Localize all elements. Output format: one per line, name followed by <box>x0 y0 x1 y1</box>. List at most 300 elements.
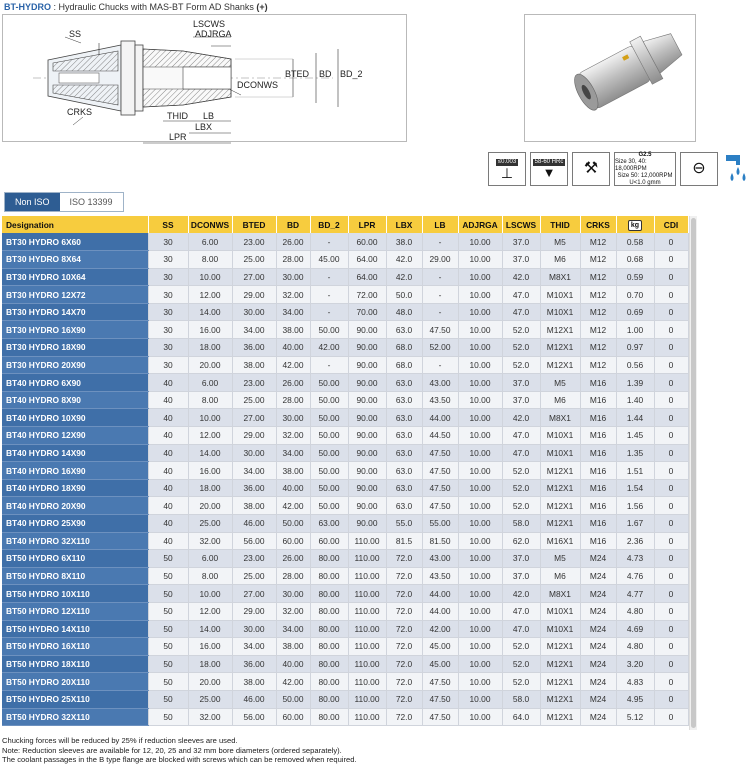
value-cell: 50 <box>148 708 188 726</box>
value-cell: 72.0 <box>386 638 422 656</box>
value-cell: M12 <box>580 321 616 339</box>
table-row[interactable] <box>2 585 688 603</box>
value-cell: 26.00 <box>276 374 310 392</box>
value-cell: 80.00 <box>310 550 348 568</box>
value-cell: 10.00 <box>458 427 502 445</box>
value-cell: 25.00 <box>188 515 232 533</box>
value-cell: 10.00 <box>458 391 502 409</box>
value-cell: 40 <box>148 391 188 409</box>
value-cell: 63.0 <box>386 444 422 462</box>
column-header[interactable]: LPR <box>348 216 386 233</box>
note-reduction-sleeves: Note: Reduction sleeves are available for 12, 20, 25 and 32 mm bore diameters (ordered separately). <box>2 745 342 755</box>
value-cell: 30 <box>148 251 188 269</box>
table-row[interactable] <box>2 409 688 427</box>
value-cell: 14.00 <box>188 303 232 321</box>
value-cell: 30 <box>148 321 188 339</box>
value-cell: 8.00 <box>188 567 232 585</box>
designation-cell[interactable]: BT40 HYDRO 8X90 <box>2 391 148 409</box>
value-cell: 50 <box>148 638 188 656</box>
column-header[interactable] <box>616 216 654 233</box>
value-cell: 10.00 <box>458 409 502 427</box>
value-cell: 63.0 <box>386 427 422 445</box>
designation-cell[interactable]: BT30 HYDRO 12X72 <box>2 286 148 304</box>
value-cell: M16 <box>580 497 616 515</box>
accuracy-icon: ≤0.003 ⊥ <box>488 152 526 186</box>
hardness-icon: 58-60 HRc ▼ <box>530 152 568 186</box>
value-cell: 44.00 <box>422 602 458 620</box>
value-cell: 110.00 <box>348 602 386 620</box>
table-row[interactable] <box>2 708 688 726</box>
label-dconws: DCONWS <box>237 80 278 90</box>
value-cell: 38.00 <box>276 321 310 339</box>
table-row[interactable] <box>2 673 688 691</box>
value-cell: 0 <box>654 251 688 269</box>
value-cell: 110.00 <box>348 532 386 550</box>
value-cell: 72.0 <box>386 690 422 708</box>
value-cell: M16 <box>580 515 616 533</box>
value-cell: M12X1 <box>540 356 580 374</box>
value-cell: 50.00 <box>310 462 348 480</box>
value-cell: 0 <box>654 708 688 726</box>
value-cell: 80.00 <box>310 655 348 673</box>
table-header-row <box>2 216 688 233</box>
designation-cell[interactable]: BT50 HYDRO 18X110 <box>2 655 148 673</box>
column-header[interactable]: CDI <box>654 216 688 233</box>
label-bd: BD <box>319 69 332 79</box>
value-cell: 55.00 <box>422 515 458 533</box>
label-bd2: BD_2 <box>340 69 363 79</box>
column-header[interactable]: LB <box>422 216 458 233</box>
value-cell: 1.40 <box>616 391 654 409</box>
value-cell: 50 <box>148 673 188 691</box>
designation-cell[interactable]: BT40 HYDRO 10X90 <box>2 409 148 427</box>
designation-cell[interactable]: BT30 HYDRO 20X90 <box>2 356 148 374</box>
value-cell: 90.00 <box>348 479 386 497</box>
value-cell: 42.0 <box>502 585 540 603</box>
value-cell: 40 <box>148 462 188 480</box>
table-row[interactable] <box>2 602 688 620</box>
value-cell: M12 <box>580 251 616 269</box>
value-cell: 45.00 <box>310 251 348 269</box>
value-cell: 0 <box>654 444 688 462</box>
label-crks: CRKS <box>67 107 93 117</box>
table-row[interactable] <box>2 339 688 357</box>
value-cell: M24 <box>580 620 616 638</box>
value-cell: 30.00 <box>232 303 276 321</box>
value-cell: 10.00 <box>458 251 502 269</box>
column-header[interactable]: BTED <box>232 216 276 233</box>
value-cell: M12X1 <box>540 515 580 533</box>
table-row[interactable] <box>2 427 688 445</box>
value-cell: 90.00 <box>348 515 386 533</box>
designation-cell[interactable]: BT40 HYDRO 32X110 <box>2 532 148 550</box>
value-cell: 52.0 <box>502 497 540 515</box>
value-cell: 47.50 <box>422 708 458 726</box>
value-cell: 20.00 <box>188 356 232 374</box>
value-cell: 47.0 <box>502 286 540 304</box>
value-cell: 36.00 <box>232 479 276 497</box>
value-cell: 56.00 <box>232 708 276 726</box>
column-header[interactable]: LBX <box>386 216 422 233</box>
value-cell: 50.00 <box>276 690 310 708</box>
designation-cell[interactable]: BT50 HYDRO 20X110 <box>2 673 148 691</box>
spec-table <box>2 216 689 726</box>
value-cell: 50.00 <box>276 515 310 533</box>
value-cell: 30.00 <box>276 409 310 427</box>
value-cell: 0 <box>654 690 688 708</box>
value-cell: 42.0 <box>502 268 540 286</box>
value-cell: 12.00 <box>188 286 232 304</box>
value-cell: 50.00 <box>310 497 348 515</box>
value-cell: 52.0 <box>502 638 540 656</box>
value-cell: 47.0 <box>502 427 540 445</box>
value-cell: 10.00 <box>458 233 502 251</box>
value-cell: 40.00 <box>276 479 310 497</box>
value-cell: 44.50 <box>422 427 458 445</box>
value-cell: 63.00 <box>310 515 348 533</box>
value-cell: 42.00 <box>422 620 458 638</box>
value-cell: 10.00 <box>458 690 502 708</box>
value-cell: 42.00 <box>276 497 310 515</box>
value-cell: 1.00 <box>616 321 654 339</box>
value-cell: - <box>422 233 458 251</box>
product-title: : Hydraulic Chucks with MAS-BT Form AD Shanks <box>51 2 254 12</box>
value-cell: 90.00 <box>348 356 386 374</box>
value-cell: 38.00 <box>276 638 310 656</box>
value-cell: 110.00 <box>348 567 386 585</box>
value-cell: 43.00 <box>422 374 458 392</box>
value-cell: 42.00 <box>310 339 348 357</box>
value-cell: 0 <box>654 233 688 251</box>
value-cell: 47.50 <box>422 462 458 480</box>
value-cell: 10.00 <box>458 602 502 620</box>
expand-toggle[interactable]: (+) <box>256 2 268 12</box>
value-cell: 14.00 <box>188 620 232 638</box>
designation-cell[interactable]: BT30 HYDRO 16X90 <box>2 321 148 339</box>
value-cell: M12 <box>580 286 616 304</box>
column-header[interactable]: DCONWS <box>188 216 232 233</box>
value-cell: 90.00 <box>348 374 386 392</box>
value-cell: 42.00 <box>276 356 310 374</box>
value-cell: 0.68 <box>616 251 654 269</box>
value-cell: 90.00 <box>348 427 386 445</box>
table-row[interactable] <box>2 479 688 497</box>
table-scrollbar[interactable] <box>689 216 697 730</box>
value-cell: 26.00 <box>276 233 310 251</box>
table-row[interactable] <box>2 444 688 462</box>
designation-cell[interactable]: BT30 HYDRO 8X64 <box>2 251 148 269</box>
value-cell: 32.00 <box>276 286 310 304</box>
value-cell: M16 <box>580 532 616 550</box>
tab-non-iso[interactable]: Non ISO <box>5 193 60 211</box>
table-row[interactable] <box>2 690 688 708</box>
designation-cell[interactable]: BT50 HYDRO 32X110 <box>2 708 148 726</box>
value-cell: 52.00 <box>422 339 458 357</box>
value-cell: 30 <box>148 286 188 304</box>
value-cell: 50 <box>148 567 188 585</box>
designation-cell[interactable]: BT30 HYDRO 18X90 <box>2 339 148 357</box>
value-cell: 4.77 <box>616 585 654 603</box>
label-lbx: LBX <box>195 122 213 132</box>
value-cell: M12 <box>580 233 616 251</box>
value-cell: 48.0 <box>386 303 422 321</box>
value-cell: 0 <box>654 515 688 533</box>
value-cell: 0.69 <box>616 303 654 321</box>
value-cell: 0.56 <box>616 356 654 374</box>
value-cell: 80.00 <box>310 708 348 726</box>
value-cell: 80.00 <box>310 567 348 585</box>
value-cell: 0 <box>654 532 688 550</box>
value-cell: M24 <box>580 602 616 620</box>
value-cell: 0.70 <box>616 286 654 304</box>
value-cell: 110.00 <box>348 673 386 691</box>
value-cell: 72.0 <box>386 673 422 691</box>
value-cell: 40 <box>148 497 188 515</box>
label-bted: BTED <box>285 69 310 79</box>
value-cell: 10.00 <box>458 268 502 286</box>
designation-cell[interactable]: BT40 HYDRO 16X90 <box>2 462 148 480</box>
value-cell: M24 <box>580 690 616 708</box>
value-cell: 40.00 <box>276 339 310 357</box>
table-row[interactable] <box>2 550 688 568</box>
column-header[interactable]: BD_2 <box>310 216 348 233</box>
column-header[interactable]: THID <box>540 216 580 233</box>
tab-iso-13399[interactable]: ISO 13399 <box>60 193 123 211</box>
table-row[interactable] <box>2 620 688 638</box>
designation-cell[interactable]: BT50 HYDRO 14X110 <box>2 620 148 638</box>
value-cell: 38.00 <box>276 462 310 480</box>
page-title <box>4 2 268 12</box>
value-cell: 47.0 <box>502 620 540 638</box>
value-cell: 10.00 <box>458 550 502 568</box>
value-cell: 40 <box>148 409 188 427</box>
value-cell: 52.0 <box>502 462 540 480</box>
value-cell: M5 <box>540 550 580 568</box>
value-cell: 37.0 <box>502 233 540 251</box>
column-header[interactable]: LSCWS <box>502 216 540 233</box>
value-cell: 50.00 <box>310 479 348 497</box>
value-cell: 4.95 <box>616 690 654 708</box>
value-cell: - <box>310 286 348 304</box>
value-cell: 8.00 <box>188 391 232 409</box>
value-cell: M24 <box>580 550 616 568</box>
value-cell: 90.00 <box>348 321 386 339</box>
value-cell: 23.00 <box>232 374 276 392</box>
value-cell: 68.0 <box>386 339 422 357</box>
value-cell: 60.00 <box>276 532 310 550</box>
value-cell: 2.36 <box>616 532 654 550</box>
value-cell: 10.00 <box>458 585 502 603</box>
value-cell: M10X1 <box>540 286 580 304</box>
value-cell: 34.00 <box>276 620 310 638</box>
designation-cell[interactable]: BT40 HYDRO 12X90 <box>2 427 148 445</box>
label-adjrga: ADJRGA <box>195 29 232 39</box>
value-cell: 0 <box>654 479 688 497</box>
table-row[interactable] <box>2 321 688 339</box>
value-cell: 10.00 <box>458 638 502 656</box>
value-cell: 4.69 <box>616 620 654 638</box>
coolant-icon <box>722 152 752 186</box>
value-cell: 47.50 <box>422 444 458 462</box>
value-cell: 28.00 <box>276 251 310 269</box>
designation-cell[interactable]: BT50 HYDRO 8X110 <box>2 567 148 585</box>
designation-cell[interactable]: BT40 HYDRO 6X90 <box>2 374 148 392</box>
value-cell: M16 <box>580 374 616 392</box>
value-cell: 0 <box>654 374 688 392</box>
designation-cell[interactable]: BT50 HYDRO 16X110 <box>2 638 148 656</box>
value-cell: M16 <box>580 462 616 480</box>
value-cell: 29.00 <box>422 251 458 269</box>
value-cell: 110.00 <box>348 620 386 638</box>
column-header[interactable]: SS <box>148 216 188 233</box>
table-row[interactable] <box>2 567 688 585</box>
value-cell: 50 <box>148 602 188 620</box>
value-cell: M8X1 <box>540 409 580 427</box>
value-cell: 50 <box>148 550 188 568</box>
value-cell: 63.0 <box>386 321 422 339</box>
value-cell: 80.00 <box>310 620 348 638</box>
table-row[interactable] <box>2 638 688 656</box>
value-cell: 30 <box>148 233 188 251</box>
value-cell: 10.00 <box>458 567 502 585</box>
value-cell: 34.00 <box>232 462 276 480</box>
value-cell: 10.00 <box>458 655 502 673</box>
column-header[interactable]: BD <box>276 216 310 233</box>
value-cell: M12X1 <box>540 708 580 726</box>
value-cell: 43.50 <box>422 567 458 585</box>
value-cell: 0 <box>654 497 688 515</box>
value-cell: M10X1 <box>540 620 580 638</box>
value-cell: 40 <box>148 374 188 392</box>
value-cell: 28.00 <box>276 567 310 585</box>
label-lb: LB <box>203 111 215 121</box>
value-cell: 34.00 <box>232 321 276 339</box>
column-header[interactable]: Designation <box>2 216 148 233</box>
value-cell: 70.00 <box>348 303 386 321</box>
value-cell: 27.00 <box>232 268 276 286</box>
value-cell: 29.00 <box>232 286 276 304</box>
value-cell: M12X1 <box>540 479 580 497</box>
value-cell: 110.00 <box>348 655 386 673</box>
designation-cell[interactable]: BT50 HYDRO 25X110 <box>2 690 148 708</box>
value-cell: 90.00 <box>348 462 386 480</box>
table-row[interactable] <box>2 233 688 251</box>
value-cell: 72.0 <box>386 567 422 585</box>
value-cell: 50.00 <box>310 427 348 445</box>
value-cell: 90.00 <box>348 409 386 427</box>
table-row[interactable] <box>2 391 688 409</box>
value-cell: 10.00 <box>188 585 232 603</box>
value-cell: 50.00 <box>310 391 348 409</box>
value-cell: 30.00 <box>232 620 276 638</box>
value-cell: 52.0 <box>502 339 540 357</box>
table-row[interactable] <box>2 356 688 374</box>
value-cell: 46.00 <box>232 515 276 533</box>
value-cell: 110.00 <box>348 585 386 603</box>
designation-cell[interactable]: BT50 HYDRO 10X110 <box>2 585 148 603</box>
value-cell: 72.0 <box>386 550 422 568</box>
column-header[interactable]: ADJRGA <box>458 216 502 233</box>
table-row[interactable] <box>2 303 688 321</box>
value-cell: 10.00 <box>458 339 502 357</box>
value-cell: 23.00 <box>232 233 276 251</box>
table-row[interactable] <box>2 286 688 304</box>
value-cell: 90.00 <box>348 339 386 357</box>
value-cell: 47.50 <box>422 497 458 515</box>
value-cell: 81.5 <box>386 532 422 550</box>
note-chucking-forces: Chucking forces will be reduced by 25% if reduction sleeves are used. <box>2 736 238 745</box>
designation-cell[interactable]: BT40 HYDRO 20X90 <box>2 497 148 515</box>
designation-cell[interactable]: BT30 HYDRO 6X60 <box>2 233 148 251</box>
value-cell: M6 <box>540 391 580 409</box>
value-cell: 50 <box>148 620 188 638</box>
value-cell: 46.00 <box>232 690 276 708</box>
value-cell: 63.0 <box>386 391 422 409</box>
value-cell: 1.67 <box>616 515 654 533</box>
value-cell: 50.00 <box>310 444 348 462</box>
value-cell: 0 <box>654 638 688 656</box>
value-cell: M16X1 <box>540 532 580 550</box>
value-cell: 10.00 <box>188 409 232 427</box>
designation-cell[interactable]: BT40 HYDRO 18X90 <box>2 479 148 497</box>
value-cell: 80.00 <box>310 638 348 656</box>
value-cell: 10.00 <box>458 356 502 374</box>
table-row[interactable] <box>2 655 688 673</box>
table-row[interactable] <box>2 515 688 533</box>
value-cell: 72.0 <box>386 585 422 603</box>
value-cell: 18.00 <box>188 655 232 673</box>
value-cell: 1.39 <box>616 374 654 392</box>
scrollbar-thumb[interactable] <box>691 218 696 728</box>
value-cell: 0 <box>654 391 688 409</box>
value-cell: 18.00 <box>188 339 232 357</box>
value-cell: 8.00 <box>188 251 232 269</box>
value-cell: 1.35 <box>616 444 654 462</box>
designation-cell[interactable]: BT50 HYDRO 12X110 <box>2 602 148 620</box>
value-cell: 56.00 <box>232 532 276 550</box>
value-cell: 40 <box>148 515 188 533</box>
value-cell: M12X1 <box>540 321 580 339</box>
table-row[interactable] <box>2 268 688 286</box>
value-cell: 38.00 <box>232 356 276 374</box>
table-row[interactable] <box>2 532 688 550</box>
table-row[interactable] <box>2 462 688 480</box>
table-row[interactable] <box>2 251 688 269</box>
technical-drawing <box>2 14 407 142</box>
value-cell: 10.00 <box>458 532 502 550</box>
table-body <box>2 233 688 726</box>
designation-cell[interactable]: BT30 HYDRO 14X70 <box>2 303 148 321</box>
column-header[interactable]: CRKS <box>580 216 616 233</box>
value-cell: M5 <box>540 233 580 251</box>
value-cell: 60.00 <box>310 532 348 550</box>
label-ss: SS <box>69 29 82 39</box>
designation-cell[interactable]: BT40 HYDRO 14X90 <box>2 444 148 462</box>
value-cell: 47.50 <box>422 479 458 497</box>
designation-cell[interactable]: BT30 HYDRO 10X64 <box>2 268 148 286</box>
designation-cell[interactable]: BT50 HYDRO 6X110 <box>2 550 148 568</box>
value-cell: M24 <box>580 708 616 726</box>
value-cell: 68.0 <box>386 356 422 374</box>
table-row[interactable] <box>2 497 688 515</box>
value-cell: 40 <box>148 479 188 497</box>
product-code: BT-HYDRO <box>4 2 51 12</box>
table-row[interactable] <box>2 374 688 392</box>
designation-cell[interactable]: BT40 HYDRO 25X90 <box>2 515 148 533</box>
value-cell: 52.0 <box>502 356 540 374</box>
value-cell: 42.0 <box>386 251 422 269</box>
value-cell: M10X1 <box>540 444 580 462</box>
